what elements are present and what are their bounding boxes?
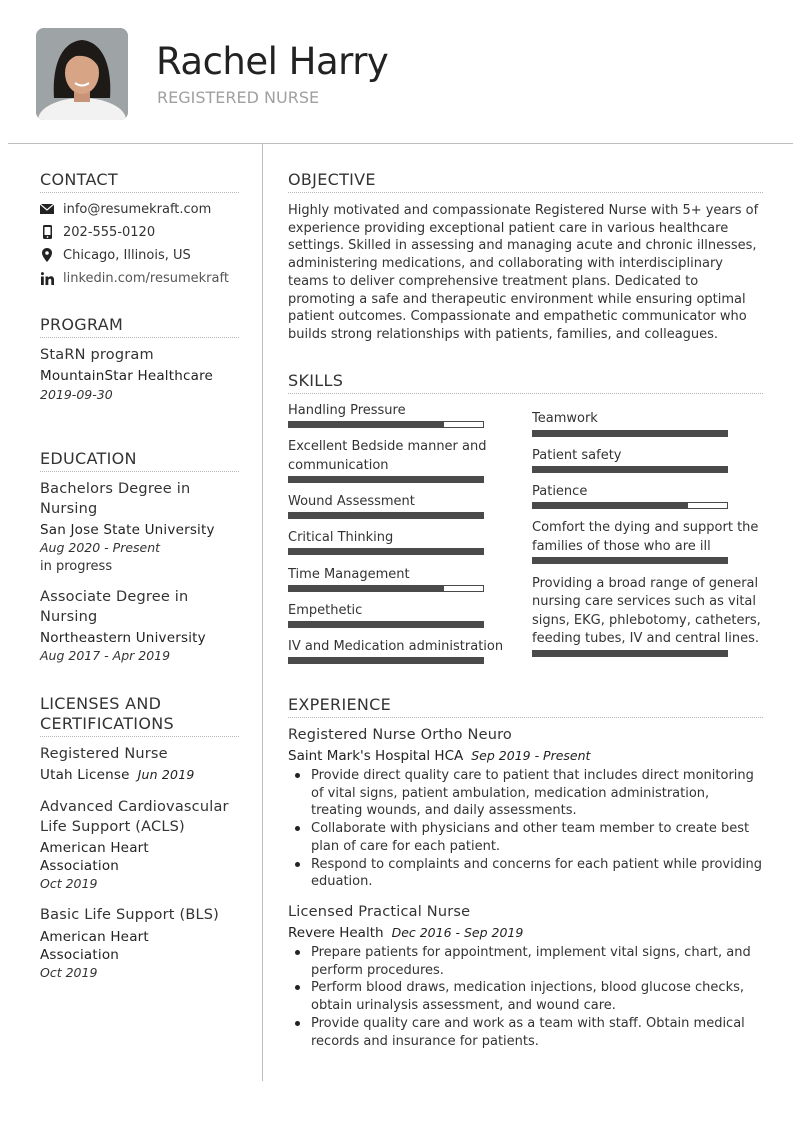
- education-note-1: in progress: [40, 559, 113, 574]
- skill-label-time: Time Management: [288, 567, 410, 582]
- contact-phone-text: 202-555-0120: [63, 224, 156, 240]
- skill-fill: [533, 558, 727, 563]
- job-2-title: Licensed Practical Nurse: [288, 904, 471, 920]
- skill-bar-teamwork: [532, 430, 728, 437]
- skill-fill: [289, 477, 483, 482]
- skill-label-general-line4: feeding tubes, IV and central lines.: [532, 631, 760, 646]
- job-2-org: Revere Health: [288, 925, 384, 941]
- license-3-date: Oct 2019: [40, 965, 98, 980]
- skill-label-patient-safety: Patient safety: [532, 448, 622, 463]
- skill-fill: [289, 586, 444, 591]
- skill-label-bedside-line2: communication: [288, 458, 389, 473]
- education-date-1: Aug 2020 - Present: [40, 540, 161, 555]
- skill-bar-iv: [288, 657, 484, 664]
- contact-linkedin[interactable]: [40, 269, 229, 287]
- skill-label-comfort-line1: Comfort the dying and support the: [532, 520, 759, 535]
- job-1-bullet-2: Collaborate with physicians and other team member to create best plan of care for each patient.: [288, 820, 763, 855]
- skill-fill: [289, 422, 444, 427]
- skill-label-iv: IV and Medication administration: [288, 639, 504, 654]
- skill-bar-comfort: [532, 557, 728, 564]
- skill-label-comfort-line2: families of those who are ill: [532, 539, 711, 554]
- objective-heading: OBJECTIVE: [288, 170, 376, 189]
- job-1-bullet-3: Respond to complaints and concerns for each patient while providing eduation.: [288, 856, 763, 891]
- skill-fill: [533, 467, 727, 472]
- linkedin-icon: [40, 271, 54, 285]
- email-icon: [40, 202, 54, 216]
- license-3-org-line1: American Heart: [40, 929, 149, 945]
- skill-fill: [533, 431, 727, 436]
- skill-bar-general: [532, 650, 728, 657]
- objective-rule: [288, 192, 763, 193]
- skill-bar-empethetic: [288, 621, 484, 628]
- license-2-date: Oct 2019: [40, 876, 98, 891]
- portrait-image: [36, 28, 128, 120]
- skill-label-general-line1: Providing a broad range of general: [532, 576, 759, 591]
- program-heading: PROGRAM: [40, 315, 124, 334]
- education-rule: [40, 471, 239, 472]
- job-2-bullet-2: Perform blood draws, medication injections, blood glucose checks, obtain urinalysis assessment, and wound care.: [288, 979, 763, 1014]
- skill-bar-patience: [532, 502, 728, 509]
- program-date: 2019-09-30: [40, 387, 113, 402]
- job-2-bullets: [288, 944, 763, 1050]
- job-1-date: Sep 2019 - Present: [471, 748, 591, 763]
- license-2-org-line2: Association: [40, 858, 120, 874]
- objective-text: Highly motivated and compassionate Registered Nurse with 5+ years of experience providing exceptional patient care in various healthcare settings. Skilled in assessing and managing acute and chronic illnesses, administering medications, and collaborating with interdisciplinary teams to deliver comprehensive treatment plans. Dedicated to promoting a safe and therapeutic environment while ensuring optimal patient outcomes. Compassionate and empathetic communicator who builds strong relationships with patients, families, and colleagues.: [288, 203, 759, 342]
- job-2-bullet-3: Provide quality care and work as a team with staff. Obtain medical records and insurance for patients.: [288, 1015, 763, 1050]
- license-2-name-line1: Advanced Cardiovascular: [40, 799, 229, 815]
- location-icon: [40, 248, 54, 262]
- license-1-name: Registered Nurse: [40, 746, 168, 762]
- license-1-org: Utah License: [40, 767, 130, 783]
- skill-fill: [533, 651, 727, 656]
- education-degree-1-line2: Nursing: [40, 501, 98, 517]
- skills-heading: SKILLS: [288, 371, 344, 390]
- skill-label-general-line3: signs, EKG, phlebotomy, catheters,: [532, 613, 761, 628]
- skill-fill: [289, 513, 483, 518]
- skill-bar-wound: [288, 512, 484, 519]
- skills-rule: [288, 393, 763, 394]
- skill-bar-critical: [288, 548, 484, 555]
- license-2-org-line1: American Heart: [40, 840, 149, 856]
- education-degree-2-line2: Nursing: [40, 609, 98, 625]
- skill-label-patience: Patience: [532, 484, 588, 499]
- skill-bar-patient-safety: [532, 466, 728, 473]
- contact-location: [40, 246, 191, 264]
- skill-fill: [289, 622, 483, 627]
- skill-label-handling-pressure: Handling Pressure: [288, 403, 406, 418]
- skill-label-critical: Critical Thinking: [288, 530, 394, 545]
- skill-label-empethetic: Empethetic: [288, 603, 363, 618]
- profile-photo: [36, 28, 128, 120]
- program-rule: [40, 337, 239, 338]
- licenses-rule: [40, 736, 239, 737]
- job-2-date: Dec 2016 - Sep 2019: [391, 925, 524, 940]
- education-school-2: Northeastern University: [40, 630, 206, 646]
- skill-bar-bedside: [288, 476, 484, 483]
- contact-linkedin-text: linkedin.com/resumekraft: [63, 270, 229, 286]
- contact-heading: CONTACT: [40, 170, 118, 189]
- skill-label-bedside-line1: Excellent Bedside manner and: [288, 439, 487, 454]
- job-1-title: Registered Nurse Ortho Neuro: [288, 727, 512, 743]
- job-1-org: Saint Mark's Hospital HCA: [288, 748, 464, 764]
- program-org: MountainStar Healthcare: [40, 368, 214, 384]
- contact-location-text: Chicago, Illinois, US: [63, 247, 191, 263]
- header-divider: [8, 143, 793, 144]
- skill-fill: [289, 658, 483, 663]
- column-divider: [262, 144, 263, 1081]
- program-name: StaRN program: [40, 347, 154, 363]
- phone-icon: [40, 225, 54, 239]
- contact-rule: [40, 192, 239, 193]
- skill-label-wound: Wound Assessment: [288, 494, 415, 509]
- experience-heading: EXPERIENCE: [288, 695, 392, 714]
- licenses-heading-line1: LICENSES AND: [40, 694, 162, 713]
- skill-fill: [289, 549, 483, 554]
- contact-phone[interactable]: [40, 223, 155, 241]
- license-2-name-line2: Life Support (ACLS): [40, 819, 185, 835]
- contact-email[interactable]: [40, 200, 211, 218]
- job-1-bullet-1: Provide direct quality care to patient that includes direct monitoring of vital signs, patient ambulation, medication administration, treating wounds, and daily assessments.: [288, 767, 763, 820]
- candidate-title: REGISTERED NURSE: [157, 88, 320, 107]
- education-degree-2-line1: Associate Degree in: [40, 589, 189, 605]
- job-1-bullets: [288, 767, 763, 891]
- experience-rule: [288, 717, 763, 718]
- contact-email-text: info@resumekraft.com: [63, 201, 212, 217]
- skill-label-general-line2: nursing care services such as vital: [532, 594, 756, 609]
- job-2-bullet-1: Prepare patients for appointment, implement vital signs, chart, and perform procedures.: [288, 944, 763, 979]
- license-3-name: Basic Life Support (BLS): [40, 907, 220, 923]
- licenses-heading-line2: CERTIFICATIONS: [40, 714, 174, 733]
- license-1-date: Jun 2019: [137, 767, 195, 782]
- skill-fill: [533, 503, 688, 508]
- job-2-org-line: [288, 925, 523, 941]
- skill-bar-time: [288, 585, 484, 592]
- skill-label-teamwork: Teamwork: [532, 411, 598, 426]
- education-date-2: Aug 2017 - Apr 2019: [40, 648, 171, 663]
- candidate-name: Rachel Harry: [156, 40, 389, 83]
- license-3-org-line2: Association: [40, 947, 120, 963]
- education-heading: EDUCATION: [40, 449, 137, 468]
- education-school-1: San Jose State University: [40, 522, 215, 538]
- education-degree-1-line1: Bachelors Degree in: [40, 481, 191, 497]
- job-1-org-line: [288, 748, 590, 764]
- license-1-org-line: [40, 767, 195, 783]
- skill-bar-handling-pressure: [288, 421, 484, 428]
